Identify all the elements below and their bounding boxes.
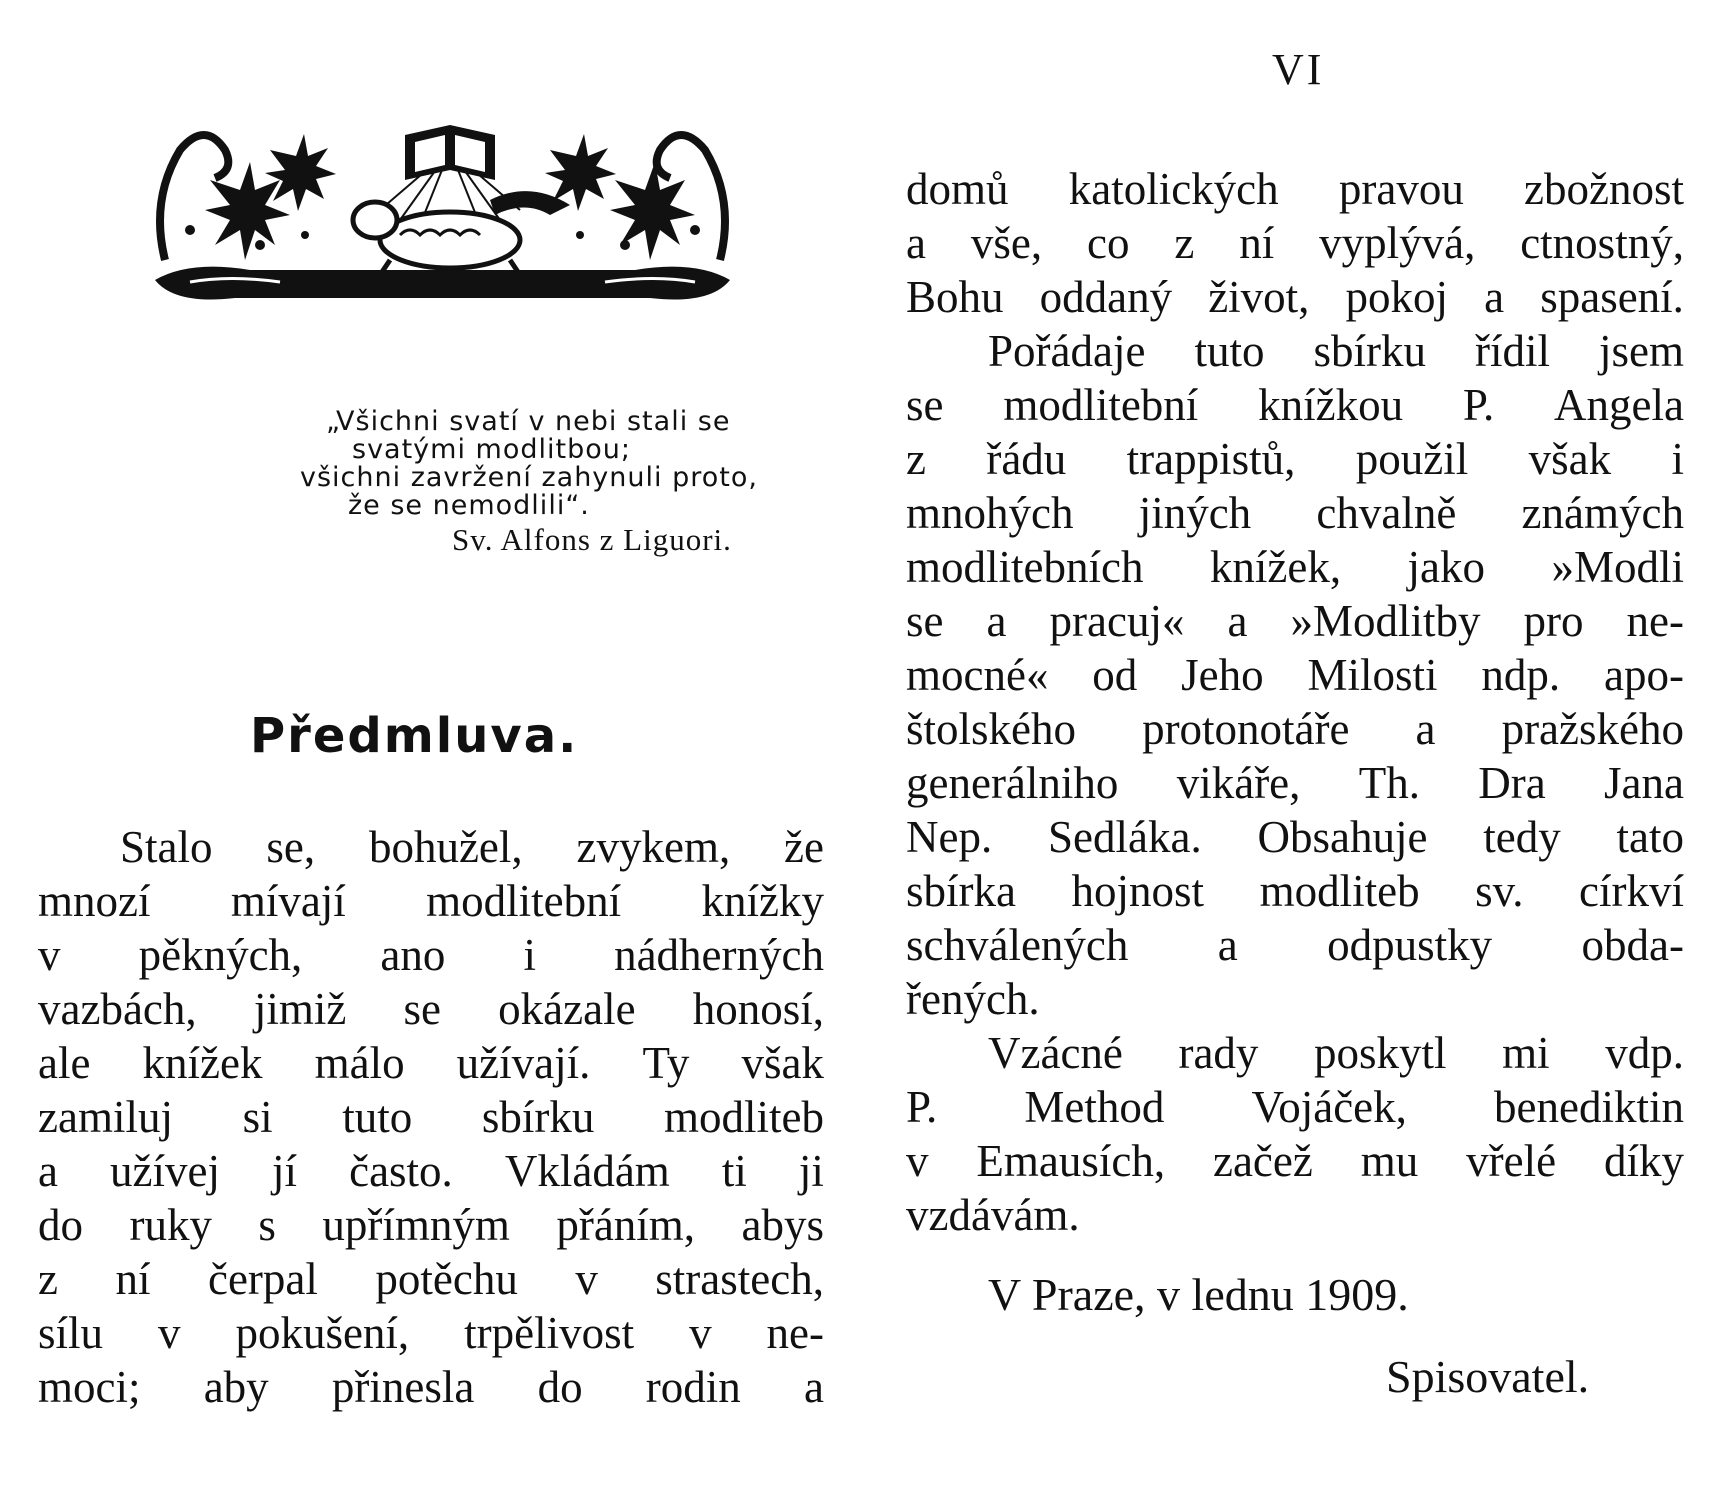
text-line: sílu v pokušení, trpělivost v ne- <box>38 1308 824 1358</box>
text-line: štolského protonotáře a pražského <box>906 704 1684 754</box>
text-line: z ní čerpal potěchu v strastech, <box>38 1254 824 1304</box>
text-line: mocné« od Jeho Milosti ndp. apo- <box>906 650 1684 700</box>
text-line: schválených a odpustky obda- <box>906 920 1684 970</box>
text-line: generálniho vikáře, Th. Dra Jana <box>906 758 1684 808</box>
text-line: v pěkných, ano i nádherných <box>38 930 824 980</box>
epigraph-line: všichni zavržení zahynuli proto, <box>300 462 758 493</box>
text-line: a užívej jí často. Vkládám ti ji <box>38 1146 824 1196</box>
text-line: do ruky s upřímným přáním, abys <box>38 1200 824 1250</box>
text-line: vzdávám. <box>906 1190 1080 1240</box>
text-line: ale knížek málo užívají. Ty však <box>38 1038 824 1088</box>
text-line: vazbách, jimiž se okázale honosí, <box>38 984 824 1034</box>
right-page <box>858 0 1716 1500</box>
signature: Spisovatel. <box>1386 1351 1590 1402</box>
preface-continuation <box>906 162 1684 1242</box>
text-line: Pořádaje tuto sbírku řídil jsem <box>988 326 1684 376</box>
text-line: v Emausích, začež mu vřelé díky <box>906 1136 1684 1186</box>
text-line: modlitebních knížek, jako »Modli <box>906 542 1684 592</box>
dateline: V Praze, v lednu 1909. <box>988 1269 1409 1320</box>
text-line: P. Method Vojáček, benediktin <box>906 1082 1684 1132</box>
text-line: domů katolických pravou zbožnost <box>906 164 1684 214</box>
text-line: se a pracuj« a »Modlitby pro ne- <box>906 596 1684 646</box>
text-line: se modlitební knížkou P. Angela <box>906 380 1684 430</box>
text-line: sbírka hojnost modliteb sv. církví <box>906 866 1684 916</box>
text-line: Stalo se, bohužel, zvykem, že <box>120 822 824 872</box>
text-line: řených. <box>906 974 1040 1024</box>
text-line: Nep. Sedláka. Obsahuje tedy tato <box>906 812 1684 862</box>
lamb-ornament-icon <box>150 110 735 315</box>
epigraph-line: „Všichni svatí v nebi stali se <box>326 406 731 437</box>
text-line: z řádu trappistů, použil však i <box>906 434 1684 484</box>
text-line: Vzácné rady poskytl mi vdp. <box>988 1028 1684 1078</box>
epigraph-line: svatými modlitbou; <box>352 434 631 465</box>
text-line: a vše, co z ní vyplývá, ctnostný, <box>906 218 1684 268</box>
page-title: Předmluva. <box>250 708 579 764</box>
text-line: moci; aby přinesla do rodin a <box>38 1362 824 1412</box>
text-line: mnohých jiných chvalně známých <box>906 488 1684 538</box>
preface-paragraph <box>38 820 824 1414</box>
epigraph <box>300 406 840 557</box>
text-line: mnozí mívají modlitební knížky <box>38 876 824 926</box>
epigraph-line: že se nemodlili“. <box>348 490 590 521</box>
epigraph-attribution: Sv. Alfons z Liguori. <box>452 522 732 557</box>
text-line: zamiluj si tuto sbírku modliteb <box>38 1092 824 1142</box>
text-line: Bohu oddaný život, pokoj a spasení. <box>906 272 1684 322</box>
page-number: VI <box>1272 45 1325 94</box>
